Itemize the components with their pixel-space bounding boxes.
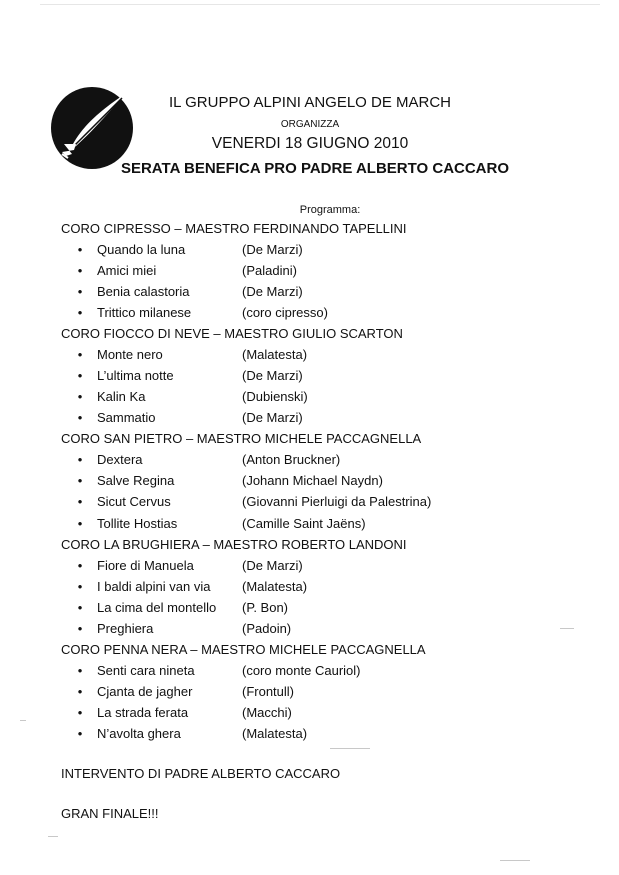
song-author: (De Marzi) bbox=[242, 284, 303, 299]
gran-finale-line: GRAN FINALE!!! bbox=[61, 806, 159, 821]
song-author: (De Marzi) bbox=[242, 368, 303, 383]
song-author: (Paladini) bbox=[242, 263, 297, 278]
bullet-icon: • bbox=[77, 242, 83, 257]
song-author: (Camille Saint Jaëns) bbox=[242, 516, 366, 531]
song-title: Preghiera bbox=[97, 621, 154, 636]
program-label: Programma: bbox=[299, 204, 361, 216]
song-title: Benia calastoria bbox=[97, 284, 190, 299]
organizer-title: IL GRUPPO ALPINI ANGELO DE MARCH bbox=[168, 94, 452, 111]
bullet-icon: • bbox=[77, 473, 83, 488]
song-title: L’ultima notte bbox=[97, 368, 174, 383]
bullet-icon: • bbox=[77, 558, 83, 573]
song-title: Trittico milanese bbox=[97, 305, 192, 320]
song-author: (Macchi) bbox=[242, 705, 292, 720]
song-author: (P. Bon) bbox=[242, 600, 289, 615]
song-author: (Malatesta) bbox=[242, 347, 308, 362]
bullet-icon: • bbox=[77, 705, 83, 720]
choir-heading: CORO FIOCCO DI NEVE – MAESTRO GIULIO SCARTON bbox=[61, 326, 403, 341]
song-title: Senti cara nineta bbox=[97, 663, 195, 678]
bullet-icon: • bbox=[77, 452, 83, 467]
song-title: I baldi alpini van via bbox=[97, 579, 211, 594]
song-author: (Malatesta) bbox=[242, 726, 308, 741]
scan-speck bbox=[560, 628, 574, 629]
song-title: Cjanta de jagher bbox=[97, 684, 193, 699]
song-author: (coro monte Cauriol) bbox=[242, 663, 361, 678]
song-author: (De Marzi) bbox=[242, 242, 303, 257]
scan-speck bbox=[20, 720, 26, 721]
intervento-line: INTERVENTO DI PADRE ALBERTO CACCARO bbox=[61, 766, 341, 781]
song-title: Sammatio bbox=[97, 410, 156, 425]
scan-speck bbox=[48, 836, 58, 837]
song-title: Dextera bbox=[97, 452, 143, 467]
bullet-icon: • bbox=[77, 579, 83, 594]
song-title: Sicut Cervus bbox=[97, 494, 171, 509]
song-author: (Dubienski) bbox=[242, 389, 308, 404]
bullet-icon: • bbox=[77, 494, 83, 509]
bullet-icon: • bbox=[77, 600, 83, 615]
choir-heading: CORO CIPRESSO – MAESTRO FERDINANDO TAPELLINI bbox=[61, 221, 407, 236]
song-author: (coro cipresso) bbox=[242, 305, 328, 320]
scan-speck bbox=[330, 748, 370, 749]
song-author: (De Marzi) bbox=[242, 558, 303, 573]
song-title: Kalin Ka bbox=[97, 389, 146, 404]
scan-edge-line bbox=[40, 4, 600, 5]
event-title: SERATA BENEFICA PRO PADRE ALBERTO CACCARO bbox=[120, 160, 510, 177]
song-title: Fiore di Manuela bbox=[97, 558, 194, 573]
song-title: Salve Regina bbox=[97, 473, 175, 488]
bullet-icon: • bbox=[77, 410, 83, 425]
song-title: Quando la luna bbox=[97, 242, 186, 257]
song-author: (Padoin) bbox=[242, 621, 292, 636]
song-title: Amici miei bbox=[97, 263, 157, 278]
song-author: (Johann Michael Naydn) bbox=[242, 473, 383, 488]
song-title: Tollite Hostias bbox=[97, 516, 178, 531]
choir-heading: CORO LA BRUGHIERA – MAESTRO ROBERTO LANDONI bbox=[61, 537, 407, 552]
song-title: N’avolta ghera bbox=[97, 726, 181, 741]
song-author: (Malatesta) bbox=[242, 579, 308, 594]
song-author: (Anton Bruckner) bbox=[242, 452, 341, 467]
bullet-icon: • bbox=[77, 305, 83, 320]
choir-heading: CORO PENNA NERA – MAESTRO MICHELE PACCAGNELLA bbox=[61, 642, 426, 657]
bullet-icon: • bbox=[77, 284, 83, 299]
song-title: Monte nero bbox=[97, 347, 163, 362]
alpini-feather-emblem-icon bbox=[48, 84, 136, 172]
choir-heading: CORO SAN PIETRO – MAESTRO MICHELE PACCAGNELLA bbox=[61, 431, 422, 446]
bullet-icon: • bbox=[77, 263, 83, 278]
bullet-icon: • bbox=[77, 726, 83, 741]
bullet-icon: • bbox=[77, 516, 83, 531]
bullet-icon: • bbox=[77, 684, 83, 699]
bullet-icon: • bbox=[77, 621, 83, 636]
bullet-icon: • bbox=[77, 389, 83, 404]
song-author: (Giovanni Pierluigi da Palestrina) bbox=[242, 494, 432, 509]
scan-speck bbox=[500, 860, 530, 861]
song-author: (Frontull) bbox=[242, 684, 295, 699]
event-date: VENERDI 18 GIUGNO 2010 bbox=[211, 135, 409, 152]
song-title: La cima del montello bbox=[97, 600, 217, 615]
organizza-label: ORGANIZZA bbox=[280, 119, 340, 130]
bullet-icon: • bbox=[77, 663, 83, 678]
bullet-icon: • bbox=[77, 347, 83, 362]
bullet-icon: • bbox=[77, 368, 83, 383]
song-author: (De Marzi) bbox=[242, 410, 303, 425]
song-title: La strada ferata bbox=[97, 705, 189, 720]
